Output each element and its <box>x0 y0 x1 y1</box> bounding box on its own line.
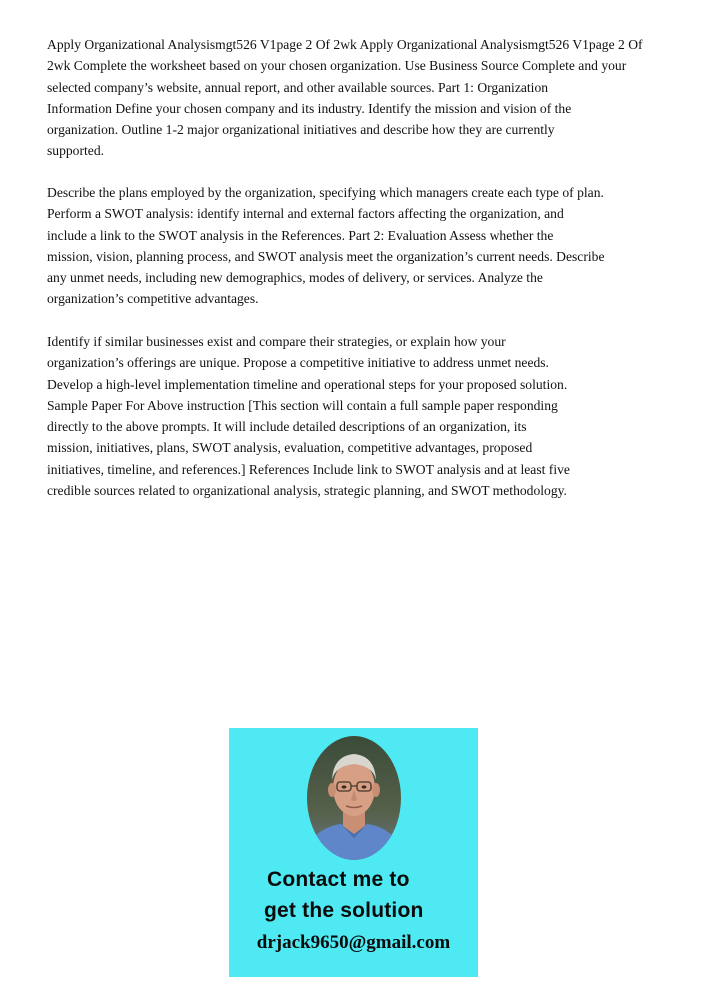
text-line: organization’s offerings are unique. Propose a competitive initiative to address unmet needs. <box>47 355 549 371</box>
paragraph-3 <box>47 331 687 501</box>
promo-headline-line-2: get the solution <box>264 899 424 922</box>
text-line: Apply Organizational Analysismgt526 V1page 2 Of 2wk Apply Organizational Analysismgt526 V1page 2 Of <box>47 37 643 52</box>
text-line: credible sources related to organizational analysis, strategic planning, and SWOT methodology. <box>47 483 567 499</box>
contact-email[interactable]: drjack9650@gmail.com <box>256 932 451 953</box>
text-line: Sample Paper For Above instruction [This section will contain a full sample paper responding <box>47 397 558 413</box>
paragraph-1 <box>47 34 687 162</box>
text-line: Information Define your chosen company and its industry. Identify the mission and vision of the <box>47 100 572 116</box>
text-line: selected company’s website, annual report, and other available sources. Part 1: Organization <box>47 79 549 95</box>
text-line: organization’s competitive advantages. <box>47 291 259 307</box>
text-line: any unmet needs, including new demographics, modes of delivery, or services. Analyze the <box>47 270 543 286</box>
text-line: Describe the plans employed by the organization, specifying which managers create each type of plan. <box>47 185 604 200</box>
text-line: supported. <box>47 143 105 159</box>
contact-promo-banner[interactable] <box>229 728 478 977</box>
text-line: 2wk Complete the worksheet based on your chosen organization. Use Business Source Complete and your <box>47 58 627 74</box>
text-line: Identify if similar businesses exist and compare their strategies, or explain how your <box>47 334 506 349</box>
text-line: organization. Outline 1-2 major organizational initiatives and describe how they are currently <box>47 122 555 138</box>
text-line: initiatives, timeline, and references.] References Include link to SWOT analysis and at least five <box>47 461 570 477</box>
text-line: include a link to the SWOT analysis in the References. Part 2: Evaluation Assess whether the <box>47 227 554 243</box>
promo-headline-line-1: Contact me to <box>267 868 410 891</box>
paragraph-2 <box>47 182 687 310</box>
text-line: mission, initiatives, plans, SWOT analysis, evaluation, competitive advantages, proposed <box>47 440 533 456</box>
text-line: directly to the above prompts. It will include detailed descriptions of an organization, its <box>47 419 527 435</box>
text-line: mission, vision, planning process, and SWOT analysis meet the organization’s current needs. Describe <box>47 248 605 264</box>
person-portrait-icon <box>305 734 403 862</box>
text-line: Perform a SWOT analysis: identify internal and external factors affecting the organization, and <box>47 206 564 222</box>
text-line: Develop a high-level implementation timeline and operational steps for your proposed solution. <box>47 376 568 392</box>
